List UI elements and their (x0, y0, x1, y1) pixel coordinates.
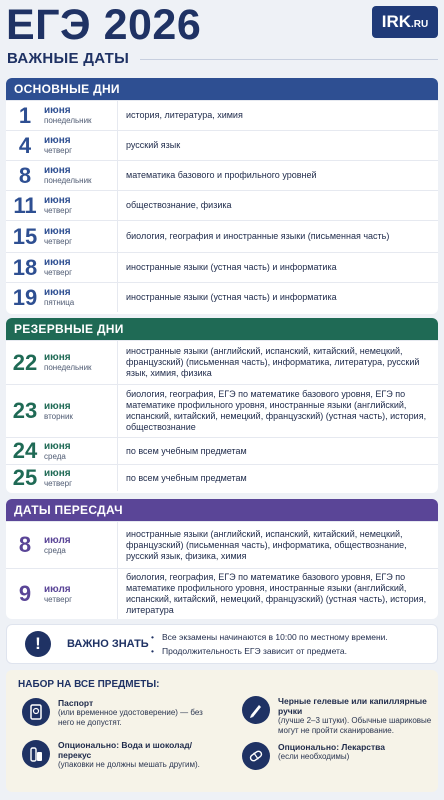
pills-icon (242, 742, 270, 770)
month: июля (44, 583, 71, 595)
section-heading: ОСНОВНЫЕ ДНИ (6, 78, 438, 100)
table-row (6, 130, 438, 160)
month: июня (44, 226, 71, 237)
item-note: (или временное удостоверение) — без него не допустят. (58, 708, 203, 727)
date-cell (6, 221, 118, 252)
weekday: понедельник (44, 363, 92, 372)
kit-item-water-snack (22, 740, 212, 770)
water-snack-icon (22, 740, 50, 768)
table-row (6, 521, 438, 568)
date-cell (6, 131, 118, 160)
weekday: четверг (44, 478, 72, 488)
date-cell (6, 385, 118, 437)
day-number: 18 (12, 254, 38, 280)
date-cell (6, 569, 118, 619)
subjects: иностранные языки (английский, испанский, китайский, немецкий, французский) (письменная часть), информатика, обществознание, русский язык, физика, химия (126, 528, 407, 561)
month: июня (44, 165, 71, 176)
page-subtitle: ВАЖНЫЕ ДАТЫ (7, 50, 130, 67)
date-cell (6, 161, 118, 190)
passport-icon (22, 698, 50, 726)
kit-item-passport (22, 698, 212, 728)
day-number: 19 (12, 284, 38, 310)
day-number: 23 (12, 398, 38, 423)
date-cell (6, 341, 118, 384)
month: июня (44, 135, 71, 146)
date-cell (6, 283, 118, 312)
month: июня (44, 257, 71, 268)
subjects: по всем учебным предметам (126, 472, 247, 483)
weekday: вторник (44, 411, 73, 421)
table-row (6, 282, 438, 312)
logo-main: IRK (381, 12, 412, 31)
table-row (6, 220, 438, 252)
date-cell (6, 101, 118, 130)
subjects: математика базового и профильного уровней (126, 170, 317, 180)
date-cell (6, 438, 118, 464)
item-note: (упаковки не должны мешать другим). (58, 760, 200, 769)
day-number: 8 (18, 532, 32, 557)
weekday: среда (44, 545, 66, 555)
table-row (6, 190, 438, 220)
date-cell (6, 253, 118, 282)
subjects: обществознание, физика (126, 200, 232, 210)
month: июня (44, 195, 71, 206)
list-item: • Все экзамены начинаются в 10:00 по местному времени. (151, 630, 388, 644)
table-row (6, 437, 438, 464)
weekday: понедельник (44, 116, 92, 125)
table-row (6, 464, 438, 491)
month: июня (44, 352, 71, 363)
date-cell (6, 465, 118, 491)
month: июня (44, 287, 71, 298)
item-note: (если необходимы) (278, 752, 350, 761)
table-row (6, 100, 438, 130)
month: июня (44, 440, 71, 452)
logo[interactable] (372, 6, 438, 38)
subjects: история, литература, химия (126, 110, 243, 120)
important-title: ВАЖНО ЗНАТЬ (67, 638, 149, 650)
table-row (6, 160, 438, 190)
date-cell (6, 522, 118, 568)
month: июня (44, 105, 71, 116)
divider (140, 59, 438, 60)
item-name: Опционально: Вода и шоколад/перекус (58, 740, 192, 760)
kit-title: НАБОР НА ВСЕ ПРЕДМЕТЫ: (18, 679, 160, 690)
kit-item-medicine (242, 742, 432, 770)
important-note (6, 624, 438, 664)
page-title: ЕГЭ 2026 (6, 1, 202, 49)
subjects: иностранные языки (английский, испанский, китайский, немецкий, французский) (письменная часть), информатика, литература, русский язык, химия, физика (126, 346, 420, 378)
exam-kit-panel (6, 670, 438, 792)
day-number: 22 (12, 349, 38, 375)
important-list (151, 630, 388, 658)
date-cell (6, 191, 118, 220)
list-item: • Продолжительность ЕГЭ зависит от предмета. (151, 644, 388, 658)
day-number: 25 (12, 465, 38, 490)
table-row (6, 252, 438, 282)
weekday: четверг (44, 206, 72, 215)
weekday: понедельник (44, 176, 92, 185)
subjects: биология, география, ЕГЭ по математике базового уровня, ЕГЭ по математике профильного уровня, иностранные языки (английский, испанский, китайский, немецкий, французский) (устная часть), история, литература (126, 572, 427, 615)
day-number: 4 (18, 132, 32, 158)
month: июня (44, 400, 71, 412)
weekday: пятница (44, 298, 75, 307)
kit-item-pens (242, 696, 432, 736)
section-heading: РЕЗЕРВНЫЕ ДНИ (6, 318, 438, 340)
exclamation-icon: ! (25, 631, 51, 657)
weekday: четверг (44, 237, 72, 246)
subjects: иностранные языки (устная часть) и информатика (126, 292, 337, 302)
day-number: 11 (13, 192, 37, 218)
reserve-days-section (6, 318, 438, 493)
day-number: 15 (12, 223, 38, 249)
item-name: Опционально: Лекарства (278, 742, 385, 752)
section-heading: ДАТЫ ПЕРЕСДАЧ (6, 499, 438, 521)
day-number: 24 (12, 438, 38, 463)
logo-suffix: .RU (411, 19, 429, 30)
main-days-section (6, 78, 438, 314)
weekday: среда (44, 451, 66, 461)
header (0, 0, 444, 76)
item-note: (лучше 2–3 штуки). Обычные шариковые могут не пройти сканирование. (278, 716, 432, 735)
month: июня (44, 467, 71, 479)
item-name: Паспорт (58, 698, 94, 708)
subjects: русский язык (126, 140, 181, 150)
subjects: биология, география, ЕГЭ по математике базового уровня, ЕГЭ по математике профильного уровня, иностранные языки (английский, испанский, китайский, немецкий, французский) (устная часть), история, обществознание (126, 389, 427, 432)
month: июля (44, 534, 71, 546)
table-row (6, 568, 438, 619)
pen-icon (242, 696, 270, 724)
item-name: Черные гелевые или капиллярные ручки (278, 696, 427, 716)
day-number: 9 (18, 581, 32, 606)
weekday: четверг (44, 268, 72, 277)
subjects: по всем учебным предметам (126, 445, 247, 456)
day-number: 1 (18, 102, 32, 128)
subjects: биология, география и иностранные языки (письменная часть) (126, 231, 390, 241)
subjects: иностранные языки (устная часть) и информатика (126, 262, 337, 272)
day-number: 8 (18, 162, 32, 188)
weekday: четверг (44, 146, 72, 155)
weekday: четверг (44, 594, 72, 604)
retake-days-section (6, 499, 438, 619)
table-row (6, 340, 438, 384)
table-row (6, 384, 438, 437)
